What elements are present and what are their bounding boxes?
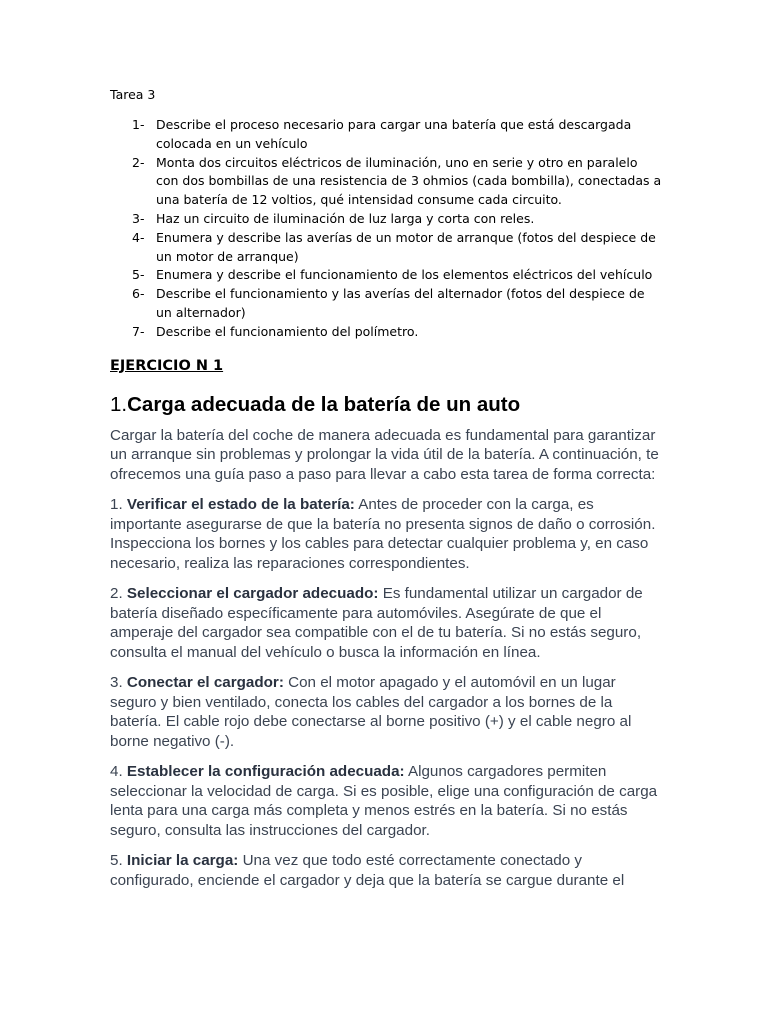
document-body xyxy=(110,86,662,890)
task-item xyxy=(110,266,662,285)
task-text: Enumera y describe el funcionamiento de los elementos eléctricos del vehículo xyxy=(156,267,653,283)
section-number: 1. xyxy=(110,392,128,416)
task-list xyxy=(110,116,662,342)
step-number: 3. xyxy=(110,674,123,692)
task-text: Monta dos circuitos eléctricos de iluminación, uno en serie y otro en paralelo con dos bombillas de una resistencia de 3 ohmios (cada bombilla), conectadas a una batería de 12 voltios, qué intensidad consume cada circuito. xyxy=(156,154,662,208)
section-heading xyxy=(110,392,662,418)
step-text: Antes de proceder con la carga, es importante asegurarse de que la batería no presenta signos de daño o corrosión. Inspecciona los bornes y los cables para detectar cualquier problema y, en caso necesario, realiza las reparaciones correspondientes. xyxy=(110,496,656,572)
task-text: Describe el funcionamiento y las averías del alternador (fotos del despiece de un alternador) xyxy=(156,286,645,320)
intro-paragraph: Cargar la batería del coche de manera adecuada es fundamental para garantizar un arranque sin problemas y prolongar la vida útil de la batería. A continuación, te ofrecemos una guía paso a paso para llevar a cabo esta tarea de forma correcta: xyxy=(110,426,659,483)
step-paragraph xyxy=(110,762,662,840)
task-number: 5- xyxy=(132,267,145,283)
step-title: Conectar el cargador: xyxy=(126,674,284,692)
step-paragraph xyxy=(110,851,662,890)
step-text: Con el motor apagado y el automóvil en un lugar seguro y bien ventilado, conecta los cables del cargador a los bornes de la batería. El cable rojo debe conectarse al borne positivo (+) y el cable negro al borne negativo (-). xyxy=(110,674,632,750)
task-text: Enumera y describe las averías de un motor de arranque (fotos del despiece de un motor de arranque) xyxy=(156,229,656,264)
task-item xyxy=(110,210,662,229)
exercise-heading: EJERCICIO N 1 xyxy=(110,357,224,374)
task-number: 3- xyxy=(132,210,145,226)
step-paragraph xyxy=(110,584,662,662)
task-number: 6- xyxy=(132,286,145,302)
step-number: 4. xyxy=(110,763,123,781)
step-number: 1. xyxy=(110,496,123,514)
step-title: Seleccionar el cargador adecuado: xyxy=(126,585,379,603)
task-text: Describe el proceso necesario para cargar una batería que está descargada colocada en un vehículo xyxy=(156,117,632,151)
step-title: Verificar el estado de la batería: xyxy=(126,496,355,514)
task-item xyxy=(110,116,662,154)
step-title: Iniciar la carga: xyxy=(126,852,239,870)
step-paragraph xyxy=(110,673,662,751)
assignment-title: Tarea 3 xyxy=(110,87,156,102)
task-item xyxy=(110,323,662,342)
step-title: Establecer la configuración adecuada: xyxy=(126,763,405,781)
task-number: 7- xyxy=(132,323,145,339)
step-text: Una vez que todo esté correctamente conectado y configurado, enciende el cargador y deja que la batería se cargue durante el xyxy=(110,852,625,889)
task-item xyxy=(110,285,662,323)
task-item xyxy=(110,229,662,267)
section-title: Carga adecuada de la batería de un auto xyxy=(127,392,521,416)
task-text: Haz un circuito de iluminación de luz larga y corta con reles. xyxy=(156,210,535,226)
step-text: Algunos cargadores permiten seleccionar la velocidad de carga. Si es posible, elige una configuración de carga lenta para una carga más completa y menos estrés en la batería. Si no estás seguro, consulta las instrucciones del cargador. xyxy=(110,763,658,839)
task-number: 1- xyxy=(132,117,145,132)
step-number: 5. xyxy=(110,852,123,870)
task-text: Describe el funcionamiento del polímetro. xyxy=(156,323,419,339)
step-number: 2. xyxy=(110,585,123,603)
task-number: 4- xyxy=(132,229,145,245)
step-text: Es fundamental utilizar un cargador de batería diseñado específicamente para automóviles. Asegúrate de que el amperaje del cargador sea compatible con el de tu batería. Si no estás seguro, consulta el manual del vehículo o busca la información en línea. xyxy=(110,585,643,661)
task-number: 2- xyxy=(132,154,145,170)
task-item xyxy=(110,154,662,210)
step-paragraph xyxy=(110,495,662,573)
